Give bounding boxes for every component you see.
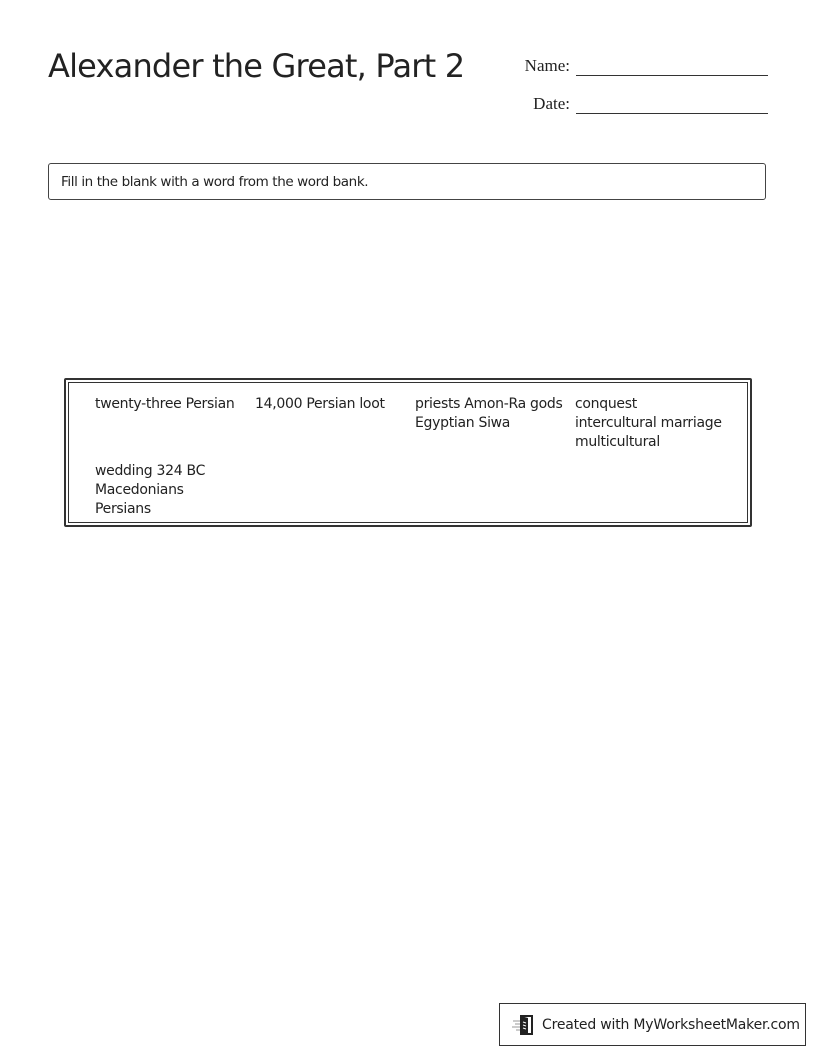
footer-credit-text: Created with MyWorksheetMaker.com [542,1016,800,1033]
worksheet-title: Alexander the Great, Part 2 [48,47,465,85]
word-bank-item: twenty-three Persian [95,396,235,412]
word-bank-item: 14,000 Persian loot [255,396,385,412]
footer-credit-badge[interactable] [499,1003,806,1046]
word-bank-cell [575,395,722,452]
word-bank-item: Persians [95,501,151,517]
name-blank-line[interactable] [576,55,768,76]
word-bank [64,378,752,527]
word-bank-item: priests Amon-Ra gods [415,396,563,412]
word-bank-item: conquest [575,396,637,412]
instructions-box [48,163,766,200]
word-bank-cell [95,462,205,519]
name-label: Name: [524,56,570,75]
word-bank-item: intercultural marriage [575,415,722,431]
word-bank-item: Macedonians [95,482,184,498]
word-bank-item: Egyptian Siwa [415,415,511,431]
worksheet-logo-icon [512,1014,536,1036]
word-bank-inner-border [68,382,748,523]
name-field [500,55,768,76]
word-bank-cell [255,395,385,414]
date-blank-line[interactable] [576,93,768,114]
word-bank-item: wedding 324 BC [95,463,206,479]
word-bank-cell [415,395,562,433]
date-field [500,93,768,114]
instructions-text: Fill in the blank with a word from the word bank. [61,173,369,190]
word-bank-cell [95,395,234,414]
date-label: Date: [533,94,570,113]
word-bank-item: multicultural [575,434,660,450]
